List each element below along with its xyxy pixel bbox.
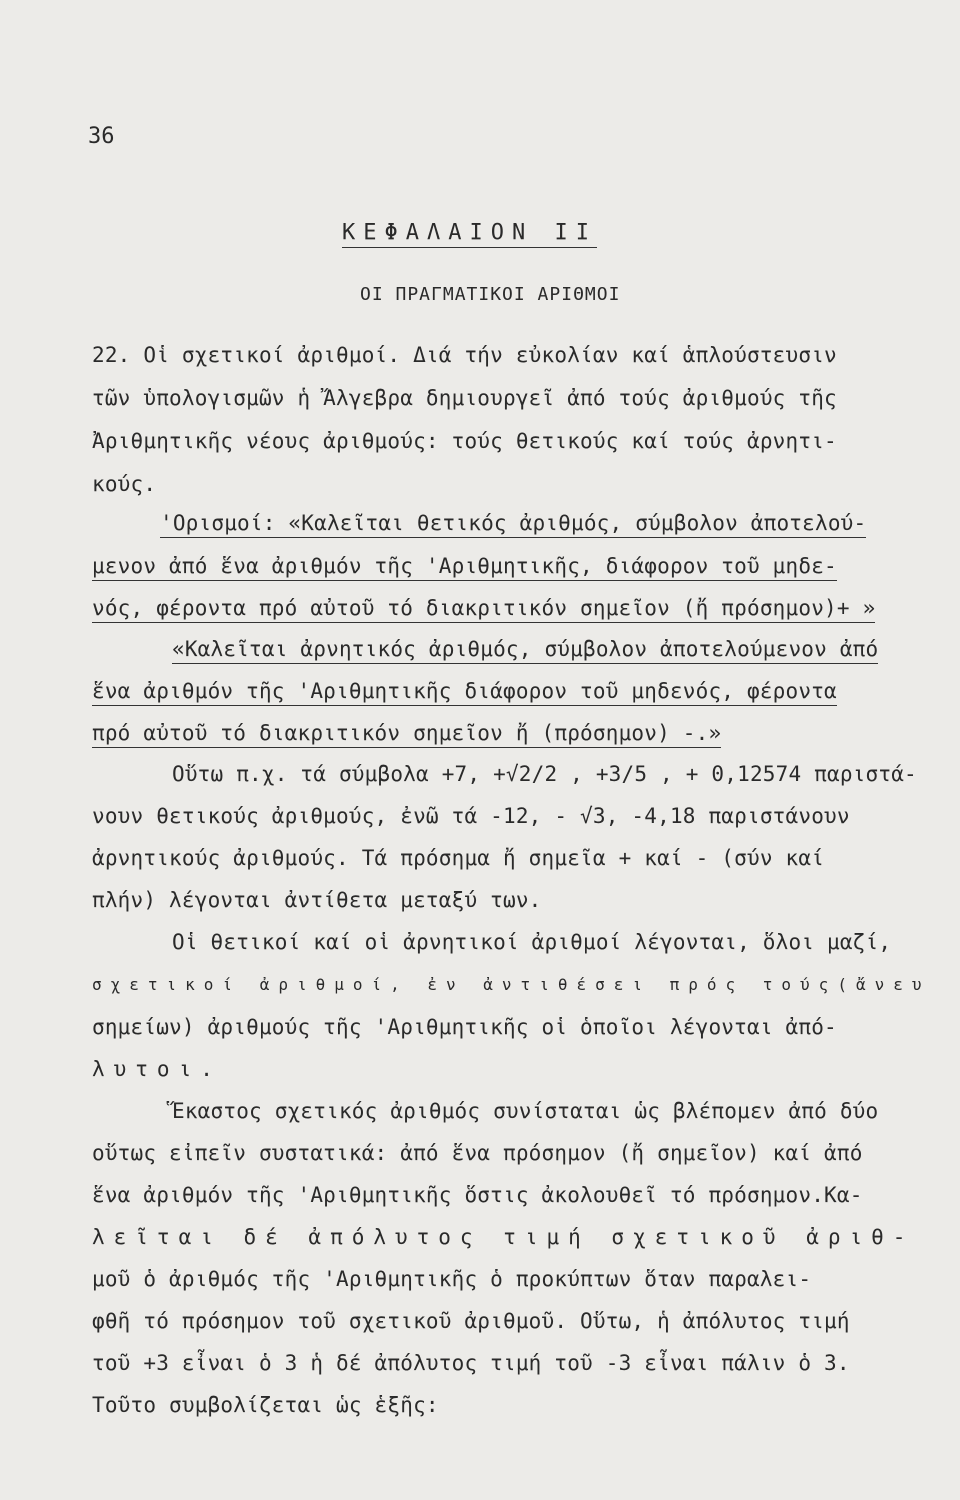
- definition-positive-line: μενον ἀπό ἕνα ἀριθμόν τῆς 'Αριθμητικῆς, διάφορον τοῦ μηδε-: [92, 552, 837, 581]
- definition-positive-line: νός, φέροντα πρό αὐτοῦ τό διακριτικόν σημεῖον (ἤ πρόσημον)+ »: [92, 594, 875, 623]
- text-line: σχετικοί ἀριθμοί, ἐν ἀντιθέσει πρός τούς(ἄνευ: [92, 975, 931, 994]
- text-line: Ἕκαστος σχετικός ἀριθμός συνίσταται ὡς βλέπομεν ἀπό δύο: [172, 1099, 879, 1123]
- chapter-title: ΟΙ ΠΡΑΓΜΑΤΙΚΟΙ ΑΡΙΘΜΟΙ: [360, 284, 621, 305]
- definition-negative-line: «Καλεῖται ἀρνητικός ἀριθμός, σύμβολον ἀποτελούμενον ἀπό: [172, 635, 878, 664]
- text-line: σημείων) ἀριθμούς τῆς 'Αριθμητικῆς οἱ ὁποῖοι λέγονται ἀπό-: [92, 1015, 837, 1039]
- text-line: ἕνα ἀριθμόν τῆς 'Αριθμητικῆς ὅστις ἀκολουθεῖ τό πρόσημον.Κα-: [92, 1183, 863, 1207]
- definition-positive-line: 'Ορισμοί: «Καλεῖται θετικός ἀριθμός, σύμβολον ἀποτελού-: [160, 509, 866, 538]
- text-line: νουν θετικούς ἀριθμούς, ἐνῶ τά -12, - √3, -4,18 παριστάνουν: [92, 804, 850, 828]
- text-line: λεῖται δέ ἀπόλυτος τιμή σχετικοῦ ἀριθ-: [92, 1225, 915, 1249]
- text-line: Οἱ θετικοί καί οἱ ἀρνητικοί ἀριθμοί λέγονται, ὅλοι μαζί,: [172, 930, 892, 954]
- text-line: λυτοι.: [92, 1057, 222, 1081]
- text-line: ἀρνητικούς ἀριθμούς. Τά πρόσημα ἤ σημεῖα + καί - (σύν καί: [92, 846, 825, 870]
- text-line: οὕτως εἰπεῖν συστατικά: ἀπό ἕνα πρόσημον (ἤ σημεῖον) καί ἀπό: [92, 1141, 863, 1165]
- definition-negative-line: πρό αὐτοῦ τό διακριτικόν σημεῖον ἤ (πρόσημον) -.»: [92, 719, 721, 748]
- text-line: τοῦ +3 εἶναι ὁ 3 ἡ δέ ἀπόλυτος τιμή τοῦ -3 εἶναι πάλιν ὁ 3.: [92, 1351, 850, 1375]
- text-line: μοῦ ὁ ἀριθμός τῆς 'Αριθμητικῆς ὁ προκύπτων ὅταν παραλει-: [92, 1267, 812, 1291]
- example-line: Οὕτω π.χ. τά σύμβολα +7, +√2/2 , +3/5 , + 0,12574 παριστά-: [172, 762, 917, 786]
- text-line: Ἀριθμητικῆς νέους ἀριθμούς: τούς θετικούς καί τούς ἀρνητι-: [92, 429, 837, 453]
- text-line: Τοῦτο συμβολίζεται ὡς ἑξῆς:: [92, 1393, 439, 1417]
- definition-negative-line: ἕνα ἀριθμόν τῆς 'Αριθμητικῆς διάφορον τοῦ μηδενός, φέροντα: [92, 677, 837, 706]
- text-line: πλήν) λέγονται ἀντίθετα μεταξύ των.: [92, 888, 542, 912]
- text-line: 22. Οἱ σχετικοί ἀριθμοί. Διά τήν εὐκολίαν καί ἁπλούστευσιν: [92, 343, 837, 367]
- chapter-heading: ΚΕΦΑΛΑΙΟΝ ΙΙ: [342, 220, 597, 248]
- text-line: κούς.: [92, 472, 157, 496]
- text-line: τῶν ὑπολογισμῶν ἡ Ἄλγεβρα δημιουργεῖ ἀπό τούς ἀριθμούς τῆς: [92, 386, 837, 410]
- page-number: 36: [88, 124, 115, 149]
- text-line: φθῆ τό πρόσημον τοῦ σχετικοῦ ἀριθμοῦ. Οὕτω, ἡ ἀπόλυτος τιμή: [92, 1309, 850, 1333]
